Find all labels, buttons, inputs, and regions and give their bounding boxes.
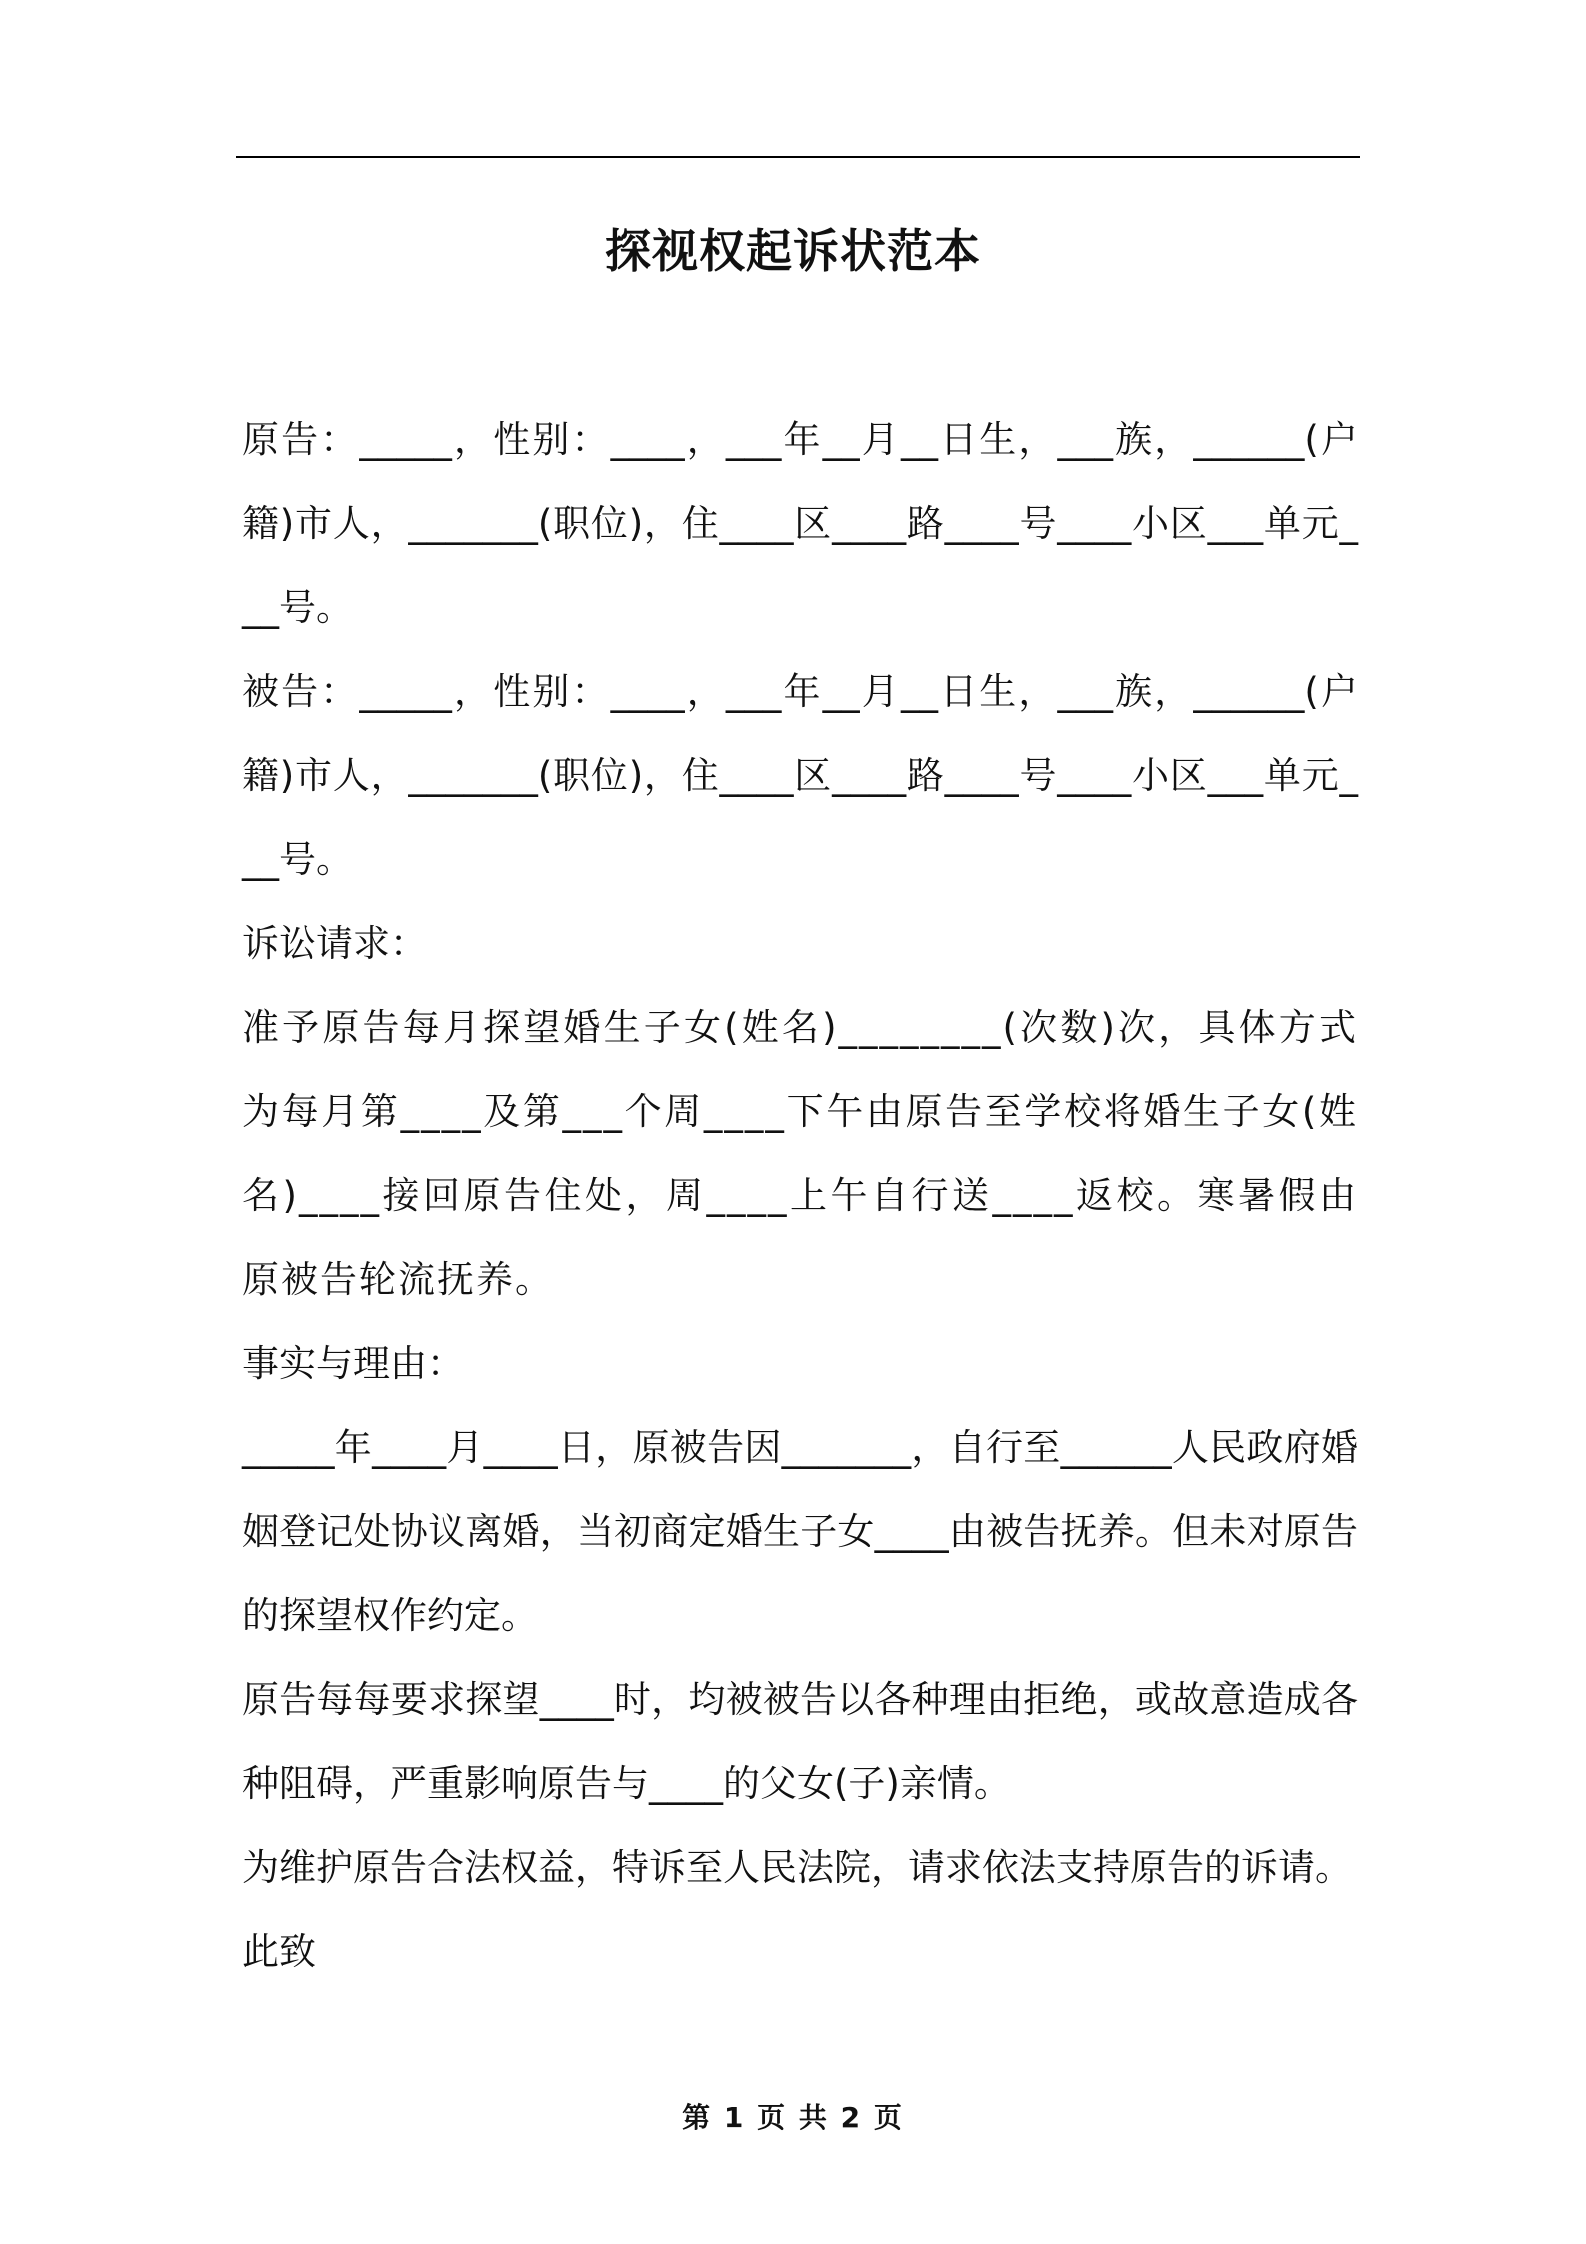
visitation-paragraph: 原告每每要求探望____时，均被被告以各种理由拒绝，或故意造成各种阻碍，严重影响原告与____的父女(子)亲情。 xyxy=(242,1678,1358,1805)
page-number: 第 1 页 共 2 页 xyxy=(682,2101,904,2134)
facts-heading: 事实与理由： xyxy=(242,1342,464,1385)
plaintiff-paragraph: 原告：_____，性别：____，___年__月__日生，___族，______(户籍)市人，_______(职位)，住____区____路____号____小区___单元___号。 xyxy=(242,418,1358,629)
document-title: 探视权起诉状范本 xyxy=(605,224,981,278)
claims-heading: 诉讼请求： xyxy=(242,922,427,965)
claims-paragraph: 准予原告每月探望婚生子女(姓名)________(次数)次，具体方式为每月第____及第___个周____下午由原告至学校将婚生子女(姓名)____接回原告住处，周____上午自行送____返校。寒暑假由原被告轮流抚养。 xyxy=(242,1006,1358,1301)
document-body xyxy=(242,398,1358,1994)
request-paragraph: 为维护原告合法权益，特诉至人民法院，请求依法支持原告的诉请。 xyxy=(242,1846,1352,1889)
salutation: 此致 xyxy=(242,1930,316,1973)
defendant-paragraph: 被告：_____，性别：____，___年__月__日生，___族，______(户籍)市人，_______(职位)，住____区____路____号____小区___单元___号。 xyxy=(242,670,1358,881)
header-rule xyxy=(236,156,1360,158)
facts-paragraph: _____年____月____日，原被告因_______，自行至______人民政府婚姻登记处协议离婚，当初商定婚生子女____由被告抚养。但未对原告的探望权作约定。 xyxy=(242,1426,1358,1637)
